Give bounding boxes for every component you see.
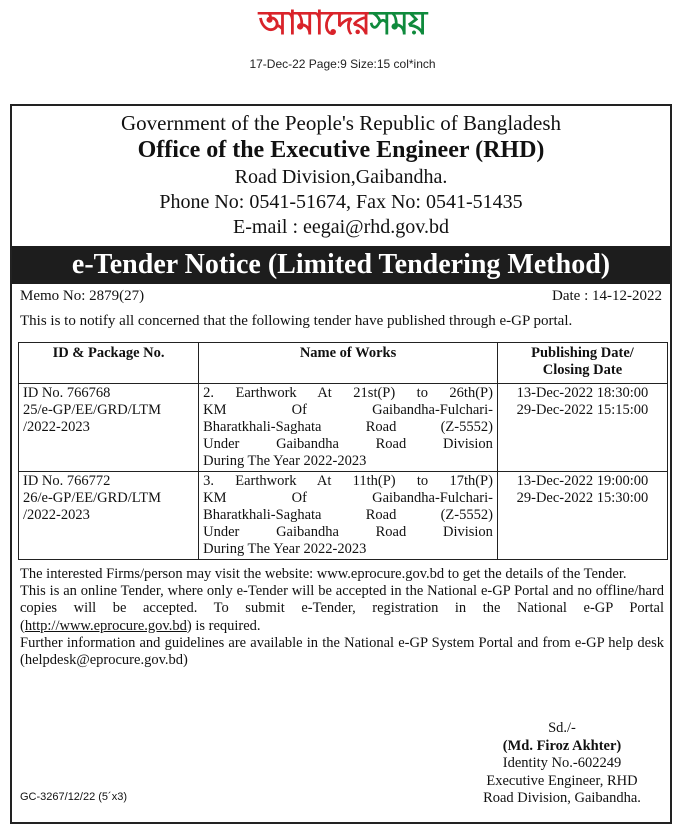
- works-line: 2. Earthwork At 21st(P) to 26th(P): [203, 385, 493, 401]
- online-tender-text: This is an online Tender, where only e-Tender will be accepted in the National e-GP Portal and no offline/hard copies will be accepted. To submit e-Tender, registration in the National e-GP Portal (: [20, 583, 664, 634]
- helpdesk-paragraph: Further information and guidelines are available in the National e-GP System Portal and from e-GP help desk (helpdesk@eprocure.gov.bd): [20, 634, 664, 669]
- header-dates-line1: Publishing Date/: [531, 345, 634, 361]
- government-line: Government of the People's Republic of Bangladesh: [120, 111, 561, 135]
- office-title: Office of the Executive Engineer (RHD): [137, 137, 545, 163]
- signatory-name: (Md. Firoz Akhter): [502, 737, 622, 754]
- cell-dates: [497, 472, 667, 560]
- memo-number: Memo No: 2879(27): [20, 288, 145, 304]
- identity-number: Identity No.-602249: [502, 755, 622, 771]
- cell-id-package: [19, 472, 199, 560]
- package-line: 25/e-GP/EE/GRD/LTM: [23, 402, 162, 418]
- signatory-title: Executive Engineer, RHD: [486, 772, 638, 789]
- division-line: Road Division,Gaibandha.: [234, 166, 448, 188]
- header-name-of-works: Name of Works: [199, 343, 498, 384]
- works-line: During The Year 2022-2023: [203, 453, 367, 469]
- header-dates-line2: Closing Date: [542, 362, 623, 378]
- gc-code: GC-3267/12/22 (5´x3): [20, 791, 127, 803]
- online-tender-text-end: ) is required.: [186, 617, 261, 634]
- logo-amader: আমাদের: [258, 3, 370, 42]
- notice-body: [12, 560, 670, 669]
- works-line: Under Gaibandha Road Division: [203, 436, 493, 452]
- eprocure-link[interactable]: http://www.eprocure.gov.bd: [24, 617, 187, 634]
- signatory-office: Road Division, Gaibandha.: [483, 790, 641, 806]
- works-line: KM Of Gaibandha-Fulchari-: [203, 490, 493, 506]
- publishing-date: 13-Dec-2022 19:00:00: [516, 473, 649, 489]
- tender-table: [18, 342, 668, 560]
- memo-date: Date : 14-12-2022: [552, 288, 662, 304]
- memo-row: [12, 284, 670, 308]
- closing-date: 29-Dec-2022 15:30:00: [516, 490, 649, 506]
- cell-name-of-works: [199, 472, 498, 560]
- cell-dates: [497, 384, 667, 472]
- phone-fax-line: Phone No: 0541-51674, Fax No: 0541-51435: [159, 191, 523, 213]
- closing-date: 29-Dec-2022 15:15:00: [516, 402, 649, 418]
- works-line: Bharatkhali-Saghata Road (Z-5552): [203, 507, 493, 523]
- logo-shomoy: সময়: [369, 3, 427, 42]
- notice-banner: e-Tender Notice (Limited Tendering Method): [12, 246, 670, 284]
- year-line: /2022-2023: [23, 507, 90, 523]
- id-line: ID No. 766768: [23, 385, 111, 401]
- package-line: 26/e-GP/EE/GRD/LTM: [23, 490, 162, 506]
- works-line: KM Of Gaibandha-Fulchari-: [203, 402, 493, 418]
- website-paragraph: The interested Firms/person may visit the website: www.eprocure.gov.bd to get the details of the Tender.: [20, 566, 627, 582]
- table-row: [19, 472, 668, 560]
- works-line: 3. Earthwork At 11th(P) to 17th(P): [203, 473, 493, 489]
- publishing-date: 13-Dec-2022 18:30:00: [516, 385, 649, 401]
- header-id-package: ID & Package No.: [19, 343, 199, 384]
- tender-notice: [10, 104, 672, 824]
- table-header-row: [19, 343, 668, 384]
- signature-block: [452, 720, 672, 808]
- works-line: During The Year 2022-2023: [203, 541, 367, 557]
- email-line: E-mail : eegai@rhd.gov.bd: [233, 216, 449, 238]
- table-row: [19, 384, 668, 472]
- newspaper-masthead: [0, 0, 685, 50]
- cell-id-package: [19, 384, 199, 472]
- intro-text: This is to notify all concerned that the following tender have published through e-GP portal.: [20, 313, 573, 329]
- year-line: /2022-2023: [23, 419, 90, 435]
- clip-info: 17-Dec-22 Page:9 Size:15 col*inch: [249, 57, 436, 71]
- header-dates: [497, 343, 667, 384]
- works-line: Bharatkhali-Saghata Road (Z-5552): [203, 419, 493, 435]
- cell-name-of-works: [199, 384, 498, 472]
- id-line: ID No. 766772: [23, 473, 111, 489]
- online-tender-paragraph: [20, 583, 664, 635]
- signature-sd: Sd./-: [548, 720, 576, 736]
- works-line: Under Gaibandha Road Division: [203, 524, 493, 540]
